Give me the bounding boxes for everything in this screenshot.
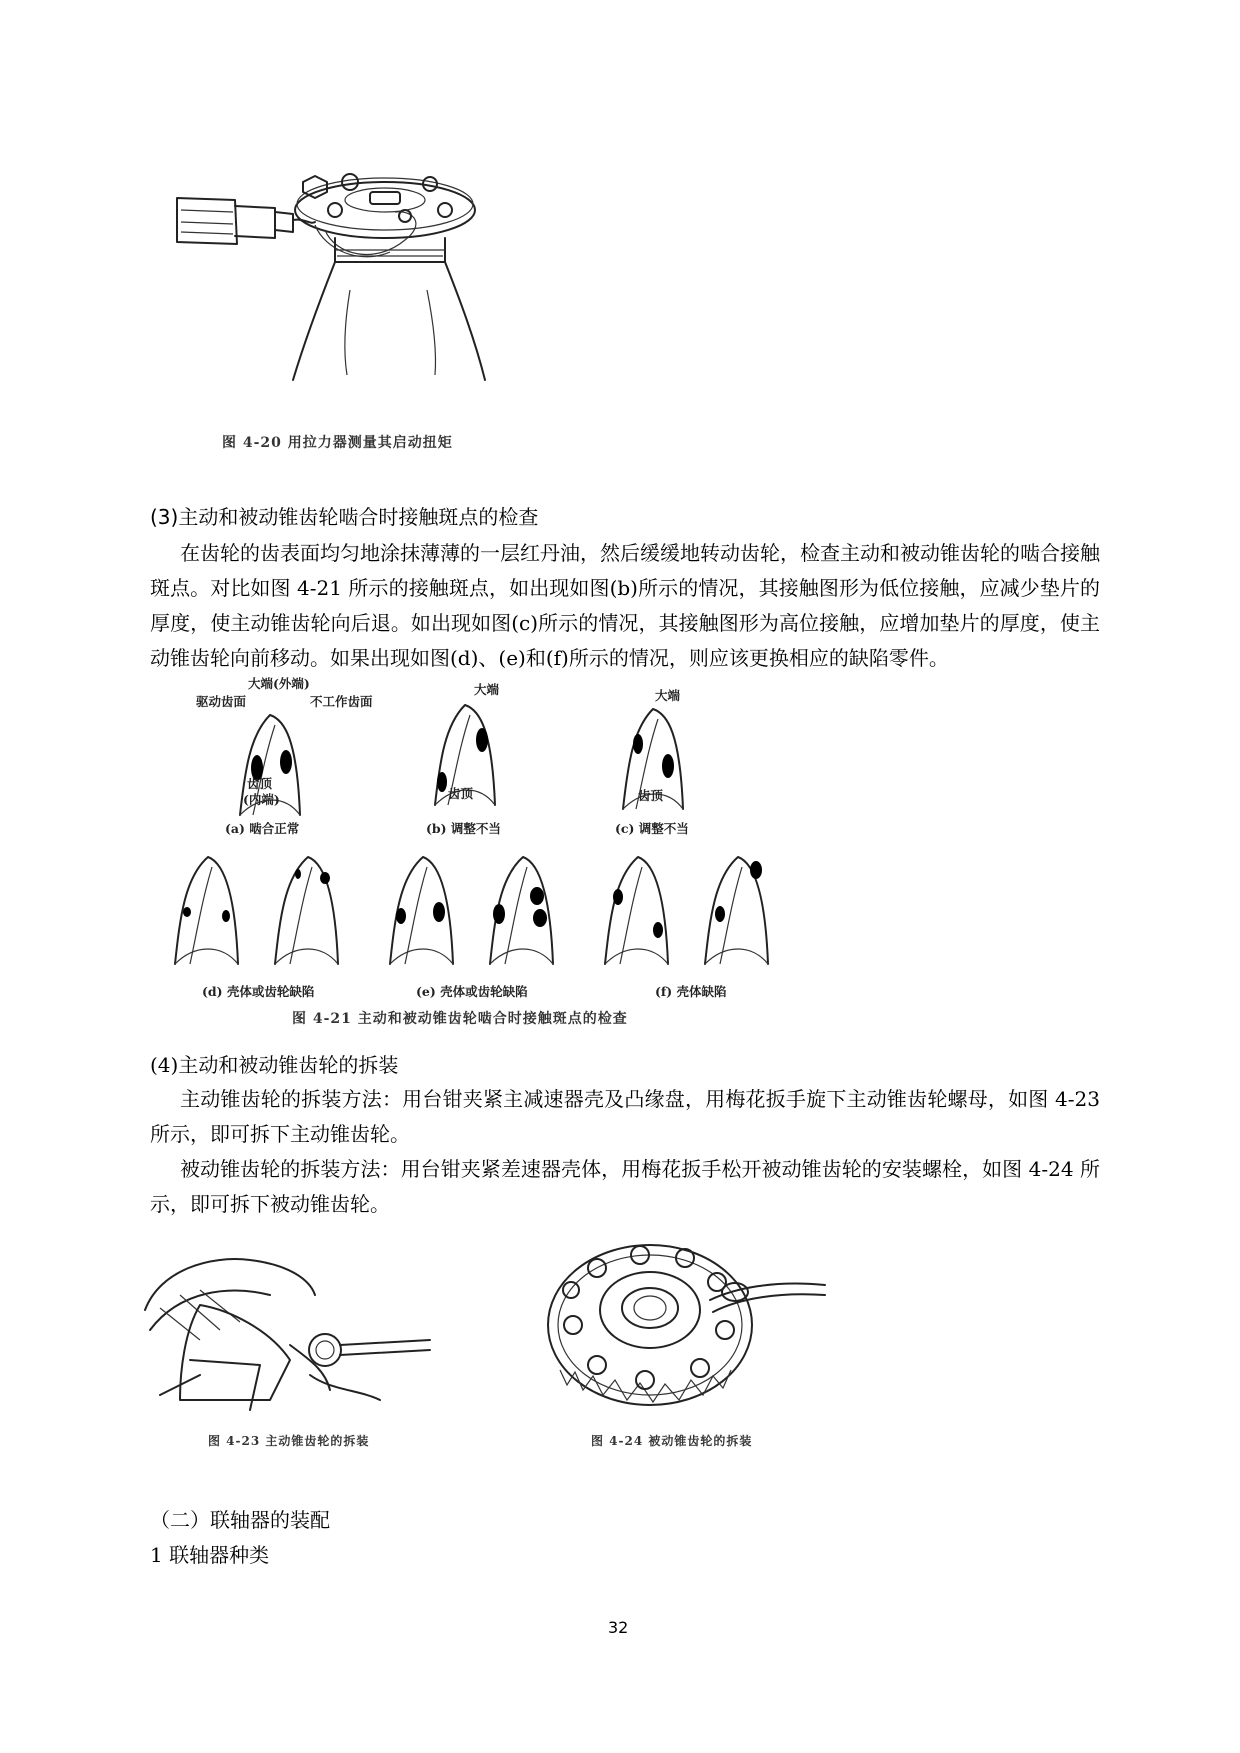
figure-4-20-caption: 图 4-20 用拉力器测量其启动扭矩 xyxy=(222,435,453,451)
label-b-big-end: 大端 xyxy=(474,682,500,697)
label-a-top-2: (内端) xyxy=(243,792,280,807)
section-3-heading: (3)主动和被动锥齿轮啮合时接触斑点的检查 xyxy=(150,505,539,529)
figure-4-21-caption: 图 4-21 主动和被动锥齿轮啮合时接触斑点的检查 xyxy=(292,1011,628,1027)
sub-caption-d: (d) 壳体或齿轮缺陷 xyxy=(202,984,315,999)
section-4-heading: (4)主动和被动锥齿轮的拆装 xyxy=(150,1053,399,1077)
section-4-paragraph-1: 主动锥齿轮的拆装方法：用台钳夹紧主减速器壳及凸缘盘，用梅花扳手旋下主动锥齿轮螺母，如图 4-23 所示，即可拆下主动锥齿轮。 xyxy=(150,1087,1100,1146)
sub-caption-a: (a) 啮合正常 xyxy=(225,821,300,836)
figure-4-24-illustration xyxy=(545,1240,825,1430)
label-c-top: 齿顶 xyxy=(638,788,664,803)
label-a-drive-face: 驱动齿面 xyxy=(196,694,247,709)
label-a-top-1: 齿顶 xyxy=(247,776,273,791)
sub-caption-e: (e) 壳体或齿轮缺陷 xyxy=(416,984,528,999)
label-a-nonwork-face: 不工作齿面 xyxy=(310,694,373,709)
label-b-top: 齿顶 xyxy=(448,786,474,801)
section-two-heading: （二）联轴器的装配 xyxy=(150,1508,330,1532)
section-3-body: 在齿轮的齿表面均匀地涂抹薄薄的一层红丹油，然后缓缓地转动齿轮，检查主动和被动锥齿轮的啮合接触斑点。对比如图 4-21 所示的接触斑点，如出现如图(b)所示的情况，其接触图形为低位接触，应减少垫片的厚度，使主动锥齿轮向后退。如出现如图(c)所示的情况，其接触图形为高位接触，应增加垫片的厚度，使主动锥齿轮向前移动。如果出现如图(d)、(e)和(f)所示的情况，则应该更换相应的缺陷零件。 xyxy=(150,541,1100,670)
page-number: 32 xyxy=(608,1618,629,1637)
figure-4-23-caption: 图 4-23 主动锥齿轮的拆装 xyxy=(208,1434,370,1448)
label-c-big-end: 大端 xyxy=(655,688,681,703)
teeth-e xyxy=(385,852,585,967)
sub-caption-b: (b) 调整不当 xyxy=(426,821,501,836)
teeth-f xyxy=(600,852,800,967)
sub-caption-f: (f) 壳体缺陷 xyxy=(655,984,727,999)
figure-4-23-illustration xyxy=(140,1250,430,1410)
sub-caption-c: (c) 调整不当 xyxy=(615,821,689,836)
teeth-d xyxy=(170,852,370,967)
label-a-big-end: 大端(外端) xyxy=(248,676,310,691)
section-two-item-1: 1 联轴器种类 xyxy=(150,1543,270,1567)
figure-4-24-caption: 图 4-24 被动锥齿轮的拆装 xyxy=(591,1434,753,1448)
section-4-paragraph-2: 被动锥齿轮的拆装方法：用台钳夹紧差速器壳体，用梅花扳手松开被动锥齿轮的安装螺栓，如图 4-24 所示，即可拆下被动锥齿轮。 xyxy=(150,1157,1100,1216)
figure-4-20-illustration xyxy=(175,170,495,400)
